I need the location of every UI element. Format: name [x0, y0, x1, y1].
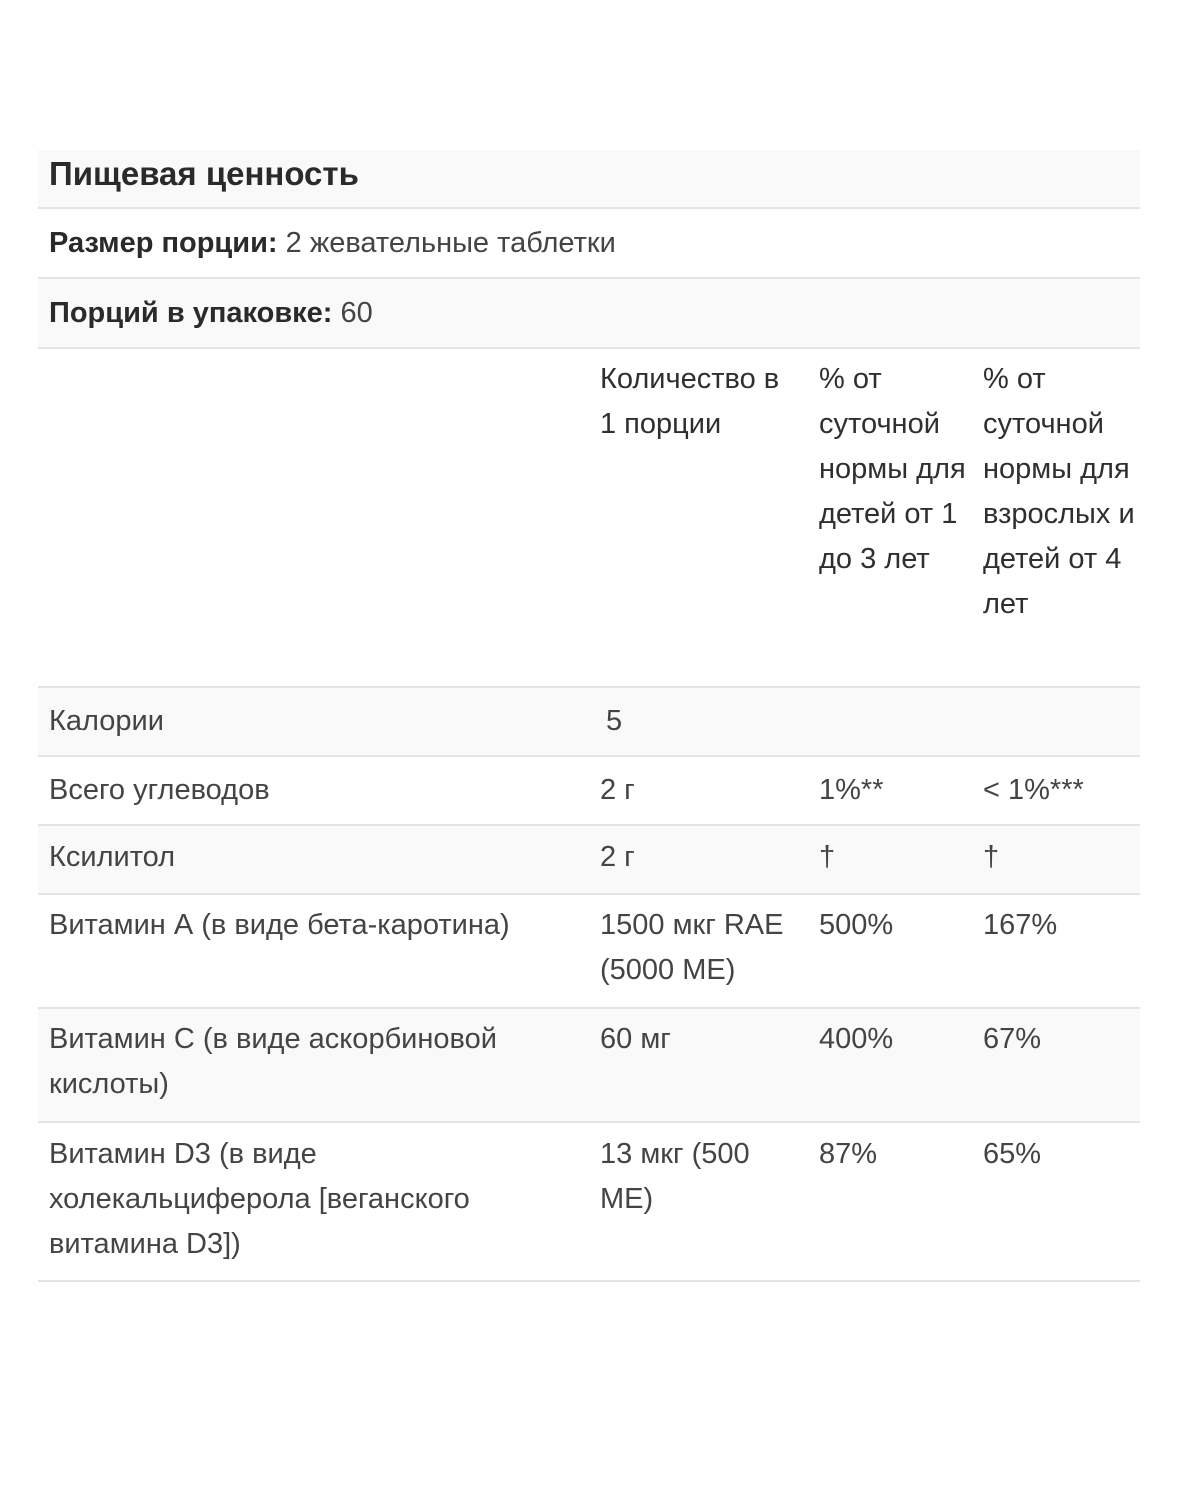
- nutrient-dv-children: 500%: [819, 909, 894, 941]
- nutrition-facts-table: [38, 150, 1140, 1282]
- nutrient-dv-children: †: [819, 841, 836, 873]
- table-row: [38, 688, 1140, 757]
- table-row: [38, 757, 1140, 826]
- column-header-amount: Количество в 1 порции: [600, 363, 780, 440]
- nutrient-dv-adults: †: [983, 841, 1000, 873]
- nutrient-dv-children: 400%: [819, 1023, 894, 1055]
- nutrient-dv-children: 87%: [819, 1138, 878, 1170]
- nutrient-name: Всего углеводов: [49, 774, 270, 806]
- table-row: [38, 895, 1140, 1009]
- nutrient-name: Витамин С (в виде аскорбиновой кислоты): [49, 1023, 497, 1100]
- table-row: [38, 1009, 1140, 1123]
- table-row: [38, 1123, 1140, 1282]
- serving-size-value: 2 жевательные таблетки: [277, 227, 616, 259]
- nutrient-name: Ксилитол: [49, 841, 176, 873]
- nutrient-name: Витамин А (в виде бета-каротина): [49, 909, 510, 941]
- nutrient-dv-adults: 167%: [983, 909, 1058, 941]
- servings-per-container-value: 60: [332, 297, 373, 329]
- nutrient-dv-adults: < 1%***: [983, 774, 1084, 806]
- nutrient-dv-children: 1%**: [819, 774, 884, 806]
- column-header-dv-children: % от суточной нормы для детей от 1 до 3 лет: [819, 363, 966, 575]
- nutrient-dv-adults: [973, 699, 1140, 755]
- nutrient-amount: 2 г: [600, 774, 635, 806]
- nutrient-amount: 5: [606, 705, 623, 737]
- servings-per-container-label: Порций в упаковке:: [49, 297, 333, 329]
- nutrient-name: Витамин D3 (в виде холекальциферола [веганского витамина D3]): [49, 1138, 470, 1260]
- column-header-row: [38, 349, 1140, 688]
- serving-size-row: [38, 209, 1140, 279]
- nutrient-amount: 13 мкг (500 МЕ): [600, 1138, 750, 1215]
- serving-size-label: Размер порции:: [49, 227, 278, 259]
- nutrient-dv-adults: 65%: [983, 1138, 1042, 1170]
- nutrient-amount: 1500 мкг RAE (5000 МЕ): [600, 909, 784, 986]
- table-row: [38, 826, 1140, 895]
- nutrient-dv-children: [808, 699, 973, 755]
- nutrient-amount: 2 г: [600, 841, 635, 873]
- servings-per-container-row: [38, 279, 1140, 349]
- nutrient-amount: 60 мг: [600, 1023, 671, 1055]
- nutrient-name: Калории: [49, 705, 164, 737]
- column-header-nutrient: [38, 357, 589, 686]
- table-title: Пищевая ценность: [38, 150, 1140, 209]
- nutrient-dv-adults: 67%: [983, 1023, 1042, 1055]
- column-header-dv-adults: % от суточной нормы для взрослых и детей от 4 лет: [983, 363, 1135, 620]
